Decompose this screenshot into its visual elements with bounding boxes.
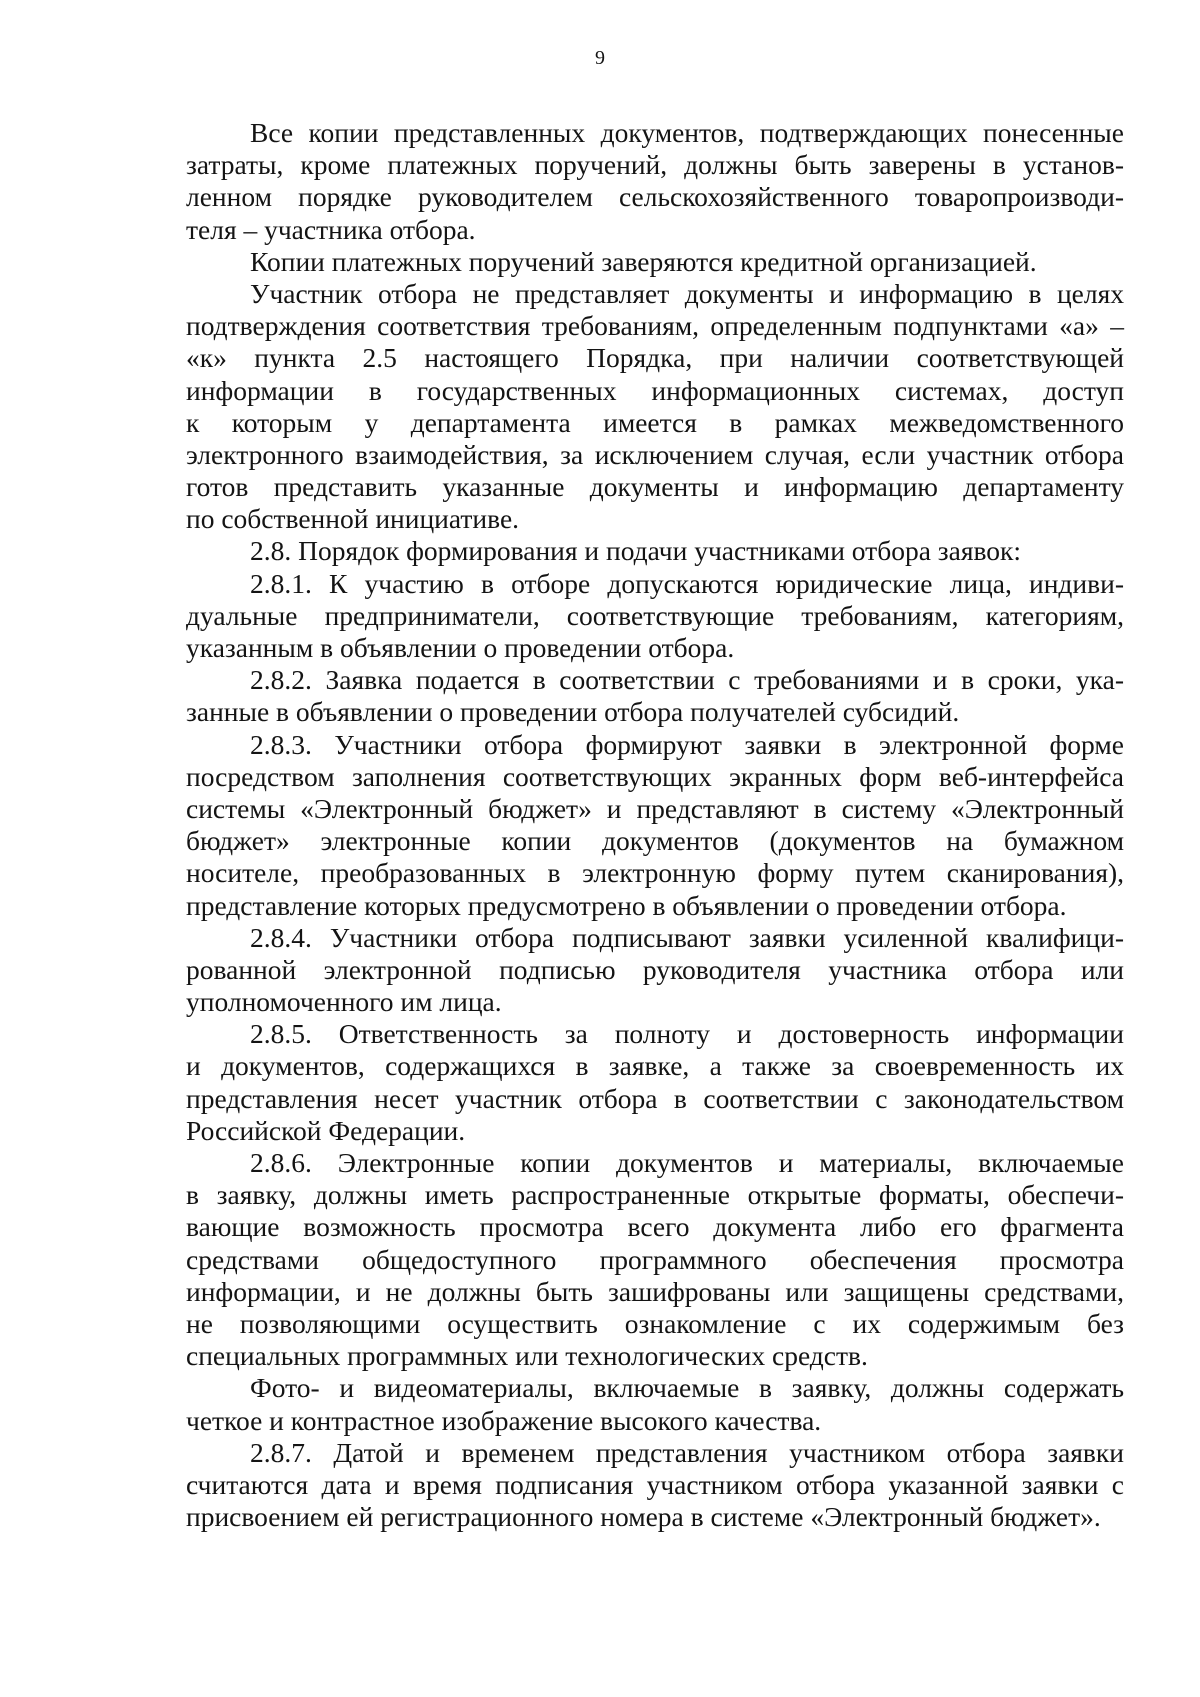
text-line: электронного взаимодействия, за исключением случая, если участник отбора [186,438,1124,470]
text-line: ленном порядке руководителем сельскохозяйственного товаропроизводи- [186,181,1124,213]
text-line: Копии платежных поручений заверяются кредитной организацией. [250,245,1037,277]
text-line: 2.8.5. Ответственность за полноту и достоверность информации [250,1018,1124,1050]
text-line: 2.8. Порядок формирования и подачи участниками отбора заявок: [250,535,1022,567]
text-line: «к» пункта 2.5 настоящего Порядка, при наличии соответствующей [186,342,1124,374]
text-line: затраты, кроме платежных поручений, должны быть заверены в установ- [186,149,1124,181]
text-line: 2.8.2. Заявка подается в соответствии с требованиями и в сроки, ука- [250,664,1124,696]
text-line: 2.8.7. Датой и временем представления участником отбора заявки [250,1436,1124,1468]
text-line: представления несет участник отбора в соответствии с законодательством [186,1082,1124,1114]
paragraph [186,568,1124,665]
text-line: 2.8.4. Участники отбора подписывают заявки усиленной квалифици- [250,921,1124,953]
text-line: носителе, преобразованных в электронную форму путем сканирования), [186,857,1124,889]
text-line: посредством заполнения соответствующих экранных форм веб-интерфейса [186,760,1124,792]
text-line: по собственной инициативе. [186,503,520,535]
text-line: бюджет» электронные копии документов (документов на бумажном [186,825,1124,857]
paragraph [186,1147,1124,1372]
text-line: не позволяющими осуществить ознакомление с их содержимым без [186,1307,1124,1339]
text-line: рованной электронной подписью руководителя участника отбора или [186,953,1124,985]
text-line: Участник отбора не представляет документы и информацию в целях [250,277,1124,309]
text-line: к которым у департамента имеется в рамках межведомственного [186,406,1124,438]
text-line: информации в государственных информационных системах, доступ [186,374,1124,406]
text-line: Российской Федерации. [186,1114,466,1146]
paragraph [186,278,1124,536]
text-line: присвоением ей регистрационного номера в системе «Электронный бюджет». [186,1501,1101,1533]
page-number: 9 [595,47,605,69]
paragraph [186,1437,1124,1534]
text-line: в заявку, должны иметь распространенные открытые форматы, обеспечи- [186,1179,1124,1211]
text-line: вающие возможность просмотра всего документа либо его фрагмента [186,1211,1124,1243]
text-line: специальных программных или технологических средств. [186,1340,868,1372]
text-line: готов представить указанные документы и информацию департаменту [186,471,1124,503]
text-line: подтверждения соответствия требованиям, определенным подпунктами «а» – [186,310,1124,342]
text-line: четкое и контрастное изображение высокого качества. [186,1404,822,1436]
paragraph [186,246,1124,278]
text-line: теля – участника отбора. [186,213,476,245]
text-line: занные в объявлении о проведении отбора получателей субсидий. [186,696,960,728]
text-line: уполномоченного им лица. [186,986,502,1018]
text-line: и документов, содержащихся в заявке, а также за своевременность их [186,1050,1124,1082]
paragraph [186,922,1124,1019]
paragraph [186,1018,1124,1147]
text-line: указанным в объявлении о проведении отбора. [186,632,735,663]
paragraph [186,1372,1124,1436]
text-line: Фото- и видеоматериалы, включаемые в заявку, должны содержать [250,1372,1124,1404]
text-line: дуальные предприниматели, соответствующие требованиям, категориям, [186,599,1124,631]
text-line: представление которых предусмотрено в объявлении о проведении отбора. [186,889,1067,921]
text-line: системы «Электронный бюджет» и представляют в систему «Электронный [186,792,1124,824]
paragraph [186,664,1124,728]
document-body [186,117,1124,1533]
paragraph [186,535,1124,567]
text-line: 2.8.3. Участники отбора формируют заявки в электронной форме [250,728,1124,760]
paragraph [186,729,1124,922]
paragraph [186,117,1124,246]
text-line: информации, и не должны быть зашифрованы или защищены средствами, [186,1275,1124,1307]
text-line: считаются дата и время подписания участником отбора указанной заявки с [186,1468,1124,1500]
text-line: 2.8.1. К участию в отборе допускаются юридические лица, индиви- [250,567,1124,599]
text-line: 2.8.6. Электронные копии документов и материалы, включаемые [250,1147,1124,1178]
text-line: средствами общедоступного программного обеспечения просмотра [186,1243,1124,1275]
text-line: Все копии представленных документов, подтверждающих понесенные [250,117,1124,148]
